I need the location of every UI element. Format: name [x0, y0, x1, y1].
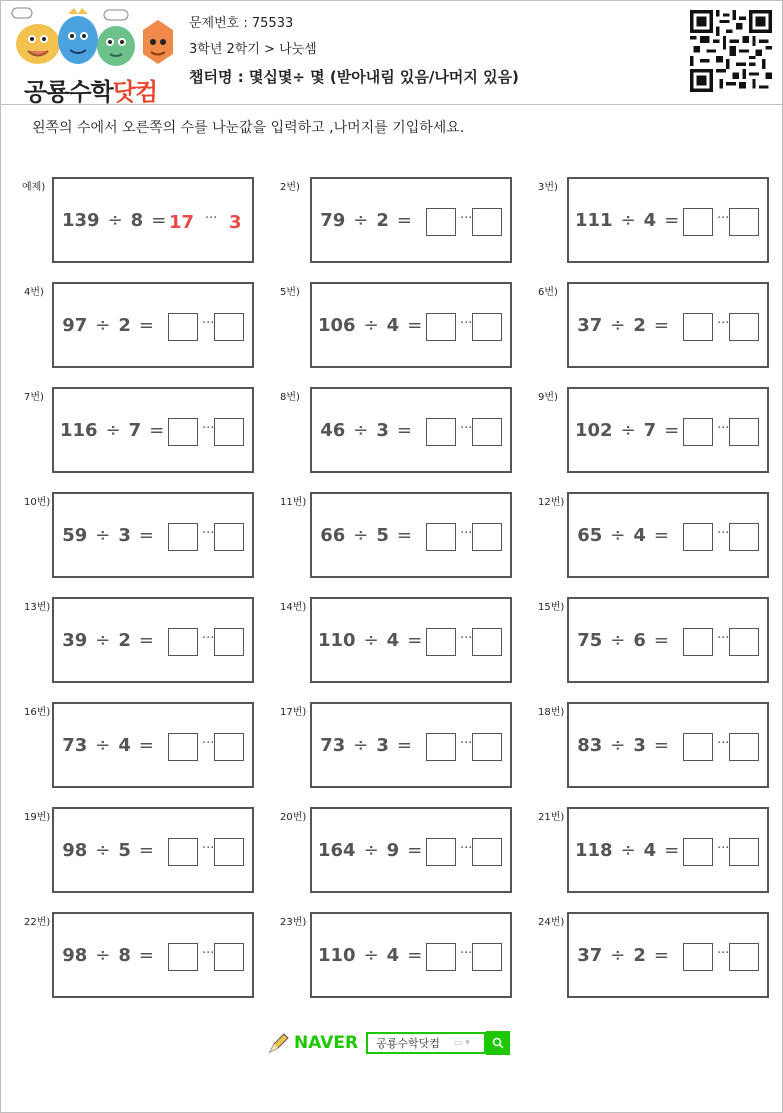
dividend: 37 [577, 944, 603, 966]
problem-expression [575, 809, 687, 891]
divisor: 6 [633, 629, 646, 651]
equals-symbol: = [149, 419, 165, 441]
remainder-dots: ··· [205, 211, 218, 226]
quotient-answer-box[interactable] [426, 313, 456, 341]
dividend: 39 [62, 629, 88, 651]
example-label: 예제) [22, 182, 46, 193]
problem-card [310, 387, 512, 473]
problem-card [52, 807, 254, 893]
remainder-dots: ··· [460, 421, 473, 436]
equals-symbol: = [138, 314, 154, 336]
dividend: 83 [577, 734, 603, 756]
example-expression [62, 179, 174, 261]
remainder-answer-box[interactable] [729, 313, 759, 341]
problem-label: 14번) [280, 602, 307, 613]
dividend: 110 [318, 629, 356, 651]
divisor: 2 [118, 314, 131, 336]
problem-card [310, 807, 512, 893]
divisor: 7 [128, 419, 142, 441]
problem-card [52, 597, 254, 683]
problem-card [52, 702, 254, 788]
equals-symbol: = [407, 839, 423, 861]
divisor: 3 [376, 419, 389, 441]
divisor: 8 [130, 209, 144, 231]
equals-symbol: = [396, 419, 412, 441]
divisor: 7 [643, 419, 657, 441]
equals-symbol: = [396, 734, 412, 756]
divide-symbol: ÷ [95, 734, 111, 756]
divide-symbol: ÷ [95, 314, 111, 336]
remainder-dots: ··· [202, 736, 215, 751]
problem-expression [577, 914, 677, 996]
divide-symbol: ÷ [353, 734, 369, 756]
example-problem [52, 177, 254, 263]
problem-card [52, 912, 254, 998]
dividend: 73 [62, 734, 88, 756]
problem-expression [318, 809, 430, 891]
divisor: 2 [633, 314, 646, 336]
divide-symbol: ÷ [105, 419, 121, 441]
divisor: 5 [118, 839, 131, 861]
logo-wordmark-accent: 닷컴 [112, 78, 158, 106]
problem-expression [320, 494, 420, 576]
divide-symbol: ÷ [363, 839, 379, 861]
logo-wordmark [24, 72, 157, 107]
remainder-answer-box[interactable] [472, 838, 502, 866]
quotient-answer-box[interactable] [168, 733, 198, 761]
remainder-answer-box[interactable] [472, 628, 502, 656]
quotient-answer-box[interactable] [683, 943, 713, 971]
remainder-answer-box[interactable] [214, 838, 244, 866]
quotient-answer-box[interactable] [683, 628, 713, 656]
problem-expression [577, 284, 677, 366]
divisor: 4 [643, 839, 657, 861]
divisor: 9 [386, 839, 400, 861]
remainder-answer-box[interactable] [729, 838, 759, 866]
problem-card [310, 702, 512, 788]
problem-card [310, 282, 512, 368]
quotient-answer-box[interactable] [683, 418, 713, 446]
divide-symbol: ÷ [353, 524, 369, 546]
problem-label: 17번) [280, 707, 307, 718]
problem-card [567, 492, 769, 578]
remainder-dots: ··· [717, 211, 730, 226]
problem-expression [320, 704, 420, 786]
problem-card [567, 387, 769, 473]
remainder-dots: ··· [202, 421, 215, 436]
divide-symbol: ÷ [610, 314, 626, 336]
divide-symbol: ÷ [95, 839, 111, 861]
divide-symbol: ÷ [95, 944, 111, 966]
problem-label: 6번) [538, 287, 558, 298]
dividend: 111 [575, 209, 613, 231]
problem-label: 7번) [24, 392, 44, 403]
equals-symbol: = [138, 944, 154, 966]
dividend: 164 [318, 839, 356, 861]
keyboard-icon: ▭ ▾ [453, 1038, 470, 1048]
quotient-answer-box[interactable] [683, 313, 713, 341]
problem-expression [320, 389, 420, 471]
divisor: 2 [376, 209, 389, 231]
problem-expression [577, 704, 677, 786]
divisor: 3 [633, 734, 646, 756]
problem-label: 23번) [280, 917, 307, 928]
problem-expression [62, 809, 162, 891]
divide-symbol: ÷ [353, 419, 369, 441]
divide-symbol: ÷ [363, 629, 379, 651]
problem-label: 9번) [538, 392, 558, 403]
remainder-dots: ··· [717, 526, 730, 541]
problem-card [567, 807, 769, 893]
quotient-answer-box[interactable] [426, 838, 456, 866]
naver-search-button[interactable] [486, 1031, 510, 1055]
dividend: 46 [320, 419, 346, 441]
equals-symbol: = [664, 839, 680, 861]
divide-symbol: ÷ [610, 524, 626, 546]
naver-search-banner[interactable] [268, 1030, 510, 1056]
remainder-dots: ··· [460, 211, 473, 226]
remainder-dots: ··· [717, 841, 730, 856]
divide-symbol: ÷ [95, 629, 111, 651]
equals-symbol: = [396, 524, 412, 546]
dividend: 65 [577, 524, 603, 546]
dinosaur-mascots-icon [10, 6, 178, 72]
equals-symbol: = [653, 524, 669, 546]
quotient-answer-box[interactable] [426, 628, 456, 656]
dividend: 106 [318, 314, 356, 336]
remainder-dots: ··· [460, 526, 473, 541]
logo-wordmark-main: 공룡수학 [24, 78, 113, 106]
remainder-answer-box[interactable] [472, 313, 502, 341]
divisor: 3 [118, 524, 131, 546]
quotient-answer-box[interactable] [683, 523, 713, 551]
remainder-dots: ··· [202, 316, 215, 331]
dividend: 110 [318, 944, 356, 966]
problem-card [567, 912, 769, 998]
problem-label: 5번) [280, 287, 300, 298]
remainder-answer-box[interactable] [214, 628, 244, 656]
problem-expression [575, 389, 687, 471]
remainder-dots: ··· [717, 316, 730, 331]
equals-symbol: = [664, 209, 680, 231]
problem-expression [318, 284, 430, 366]
dividend: 37 [577, 314, 603, 336]
problem-label: 15번) [538, 602, 565, 613]
chapter-title: 챕터명 : 몇십몇÷ 몇 (받아내림 있음/나머지 있음) [189, 68, 519, 86]
problem-label: 16번) [24, 707, 51, 718]
dividend: 75 [577, 629, 603, 651]
problem-expression [60, 389, 172, 471]
quotient-answer-box[interactable] [426, 733, 456, 761]
remainder-dots: ··· [460, 736, 473, 751]
divisor: 2 [633, 944, 646, 966]
remainder-answer-box[interactable] [472, 733, 502, 761]
problem-label: 22번) [24, 917, 51, 928]
equals-symbol: = [664, 419, 680, 441]
grade-path: 3학년 2학기 > 나눗셈 [189, 42, 317, 57]
problem-card [567, 177, 769, 263]
quotient-answer-box[interactable] [168, 418, 198, 446]
divisor: 4 [643, 209, 657, 231]
dividend: 97 [62, 314, 88, 336]
divide-symbol: ÷ [353, 209, 369, 231]
equals-symbol: = [407, 314, 423, 336]
dividend: 98 [62, 944, 88, 966]
problem-label: 19번) [24, 812, 51, 823]
problem-number: 문제번호 : 75533 [189, 16, 294, 31]
quotient-answer-box[interactable] [683, 838, 713, 866]
example-remainder: 3 [229, 212, 242, 233]
remainder-dots: ··· [460, 946, 473, 961]
remainder-answer-box[interactable] [729, 208, 759, 236]
dividend: 73 [320, 734, 346, 756]
equals-symbol: = [653, 734, 669, 756]
problem-expression [318, 599, 430, 681]
equals-symbol: = [653, 944, 669, 966]
remainder-answer-box[interactable] [214, 418, 244, 446]
remainder-dots: ··· [717, 946, 730, 961]
quotient-answer-box[interactable] [168, 628, 198, 656]
dividend: 116 [60, 419, 98, 441]
quotient-answer-box[interactable] [168, 523, 198, 551]
divisor: 4 [633, 524, 646, 546]
dividend: 79 [320, 209, 346, 231]
problem-card [567, 597, 769, 683]
quotient-answer-box[interactable] [426, 943, 456, 971]
divide-symbol: ÷ [363, 944, 379, 966]
remainder-answer-box[interactable] [214, 733, 244, 761]
quotient-answer-box[interactable] [426, 208, 456, 236]
remainder-dots: ··· [202, 946, 215, 961]
divisor: 5 [376, 524, 389, 546]
equals-symbol: = [407, 944, 423, 966]
divide-symbol: ÷ [363, 314, 379, 336]
problem-expression [62, 914, 162, 996]
problem-label: 21번) [538, 812, 565, 823]
remainder-answer-box[interactable] [729, 418, 759, 446]
remainder-answer-box[interactable] [214, 943, 244, 971]
problem-expression [320, 179, 420, 261]
problem-card [52, 387, 254, 473]
problem-label: 4번) [24, 287, 44, 298]
divisor: 4 [386, 314, 400, 336]
dividend: 102 [575, 419, 613, 441]
dividend: 66 [320, 524, 346, 546]
problem-label: 11번) [280, 497, 307, 508]
problem-label: 12번) [538, 497, 565, 508]
problem-card [52, 282, 254, 368]
problem-label: 3번) [538, 182, 558, 193]
remainder-answer-box[interactable] [472, 523, 502, 551]
instruction-text: 왼쪽의 수에서 오른쪽의 수를 나눈값을 입력하고 ,나머지를 기입하세요. [32, 120, 465, 136]
dividend: 118 [575, 839, 613, 861]
problem-card [567, 282, 769, 368]
remainder-dots: ··· [202, 631, 215, 646]
divisor: 8 [118, 944, 131, 966]
divide-symbol: ÷ [620, 209, 636, 231]
equals-symbol: = [396, 209, 412, 231]
remainder-answer-box[interactable] [729, 943, 759, 971]
problem-card [52, 492, 254, 578]
naver-logo: NAVER [294, 1033, 359, 1053]
problem-expression [62, 704, 162, 786]
equals-symbol: = [151, 209, 167, 231]
remainder-dots: ··· [717, 421, 730, 436]
problem-card [310, 912, 512, 998]
example-quotient: 17 [169, 212, 195, 233]
remainder-dots: ··· [717, 631, 730, 646]
equals-symbol: = [653, 314, 669, 336]
divisor: 4 [118, 734, 131, 756]
problem-card [310, 492, 512, 578]
site-logo [10, 6, 178, 106]
divide-symbol: ÷ [610, 944, 626, 966]
remainder-dots: ··· [460, 316, 473, 331]
remainder-answer-box[interactable] [729, 628, 759, 656]
problem-label: 18번) [538, 707, 565, 718]
problem-expression [577, 494, 677, 576]
equals-symbol: = [407, 629, 423, 651]
divide-symbol: ÷ [610, 734, 626, 756]
pencil-icon [268, 1032, 290, 1054]
equals-symbol: = [653, 629, 669, 651]
divide-symbol: ÷ [620, 419, 636, 441]
problem-card [567, 702, 769, 788]
divide-symbol: ÷ [610, 629, 626, 651]
remainder-dots: ··· [202, 526, 215, 541]
quotient-answer-box[interactable] [426, 418, 456, 446]
remainder-answer-box[interactable] [729, 733, 759, 761]
divisor: 4 [386, 944, 400, 966]
remainder-answer-box[interactable] [729, 523, 759, 551]
equals-symbol: = [138, 524, 154, 546]
quotient-answer-box[interactable] [168, 943, 198, 971]
remainder-dots: ··· [202, 841, 215, 856]
remainder-dots: ··· [460, 631, 473, 646]
quotient-answer-box[interactable] [168, 313, 198, 341]
problem-card [310, 177, 512, 263]
problem-expression [62, 284, 162, 366]
remainder-answer-box[interactable] [472, 418, 502, 446]
qr-code-icon [690, 10, 772, 92]
problem-expression [318, 914, 430, 996]
remainder-answer-box[interactable] [214, 523, 244, 551]
problem-expression [575, 179, 687, 261]
divide-symbol: ÷ [107, 209, 123, 231]
problem-label: 8번) [280, 392, 300, 403]
remainder-dots: ··· [717, 736, 730, 751]
quotient-answer-box[interactable] [426, 523, 456, 551]
naver-search-text: 공룡수학닷컴 [376, 1037, 440, 1050]
quotient-answer-box[interactable] [168, 838, 198, 866]
quotient-answer-box[interactable] [683, 733, 713, 761]
equals-symbol: = [138, 629, 154, 651]
problem-label: 13번) [24, 602, 51, 613]
remainder-answer-box[interactable] [472, 208, 502, 236]
search-icon [492, 1037, 504, 1049]
dividend: 59 [62, 524, 88, 546]
dividend: 139 [62, 209, 100, 231]
naver-search-field[interactable] [366, 1032, 486, 1054]
problem-label: 20번) [280, 812, 307, 823]
problem-label: 24번) [538, 917, 565, 928]
divisor: 2 [118, 629, 131, 651]
quotient-answer-box[interactable] [683, 208, 713, 236]
divide-symbol: ÷ [620, 839, 636, 861]
equals-symbol: = [138, 734, 154, 756]
problem-expression [62, 599, 162, 681]
remainder-answer-box[interactable] [472, 943, 502, 971]
equals-symbol: = [138, 839, 154, 861]
problem-expression [577, 599, 677, 681]
dividend: 98 [62, 839, 88, 861]
divisor: 4 [386, 629, 400, 651]
remainder-dots: ··· [460, 841, 473, 856]
divide-symbol: ÷ [95, 524, 111, 546]
divisor: 3 [376, 734, 389, 756]
problem-label: 2번) [280, 182, 300, 193]
problem-label: 10번) [24, 497, 51, 508]
remainder-answer-box[interactable] [214, 313, 244, 341]
problem-card [310, 597, 512, 683]
problem-expression [62, 494, 162, 576]
